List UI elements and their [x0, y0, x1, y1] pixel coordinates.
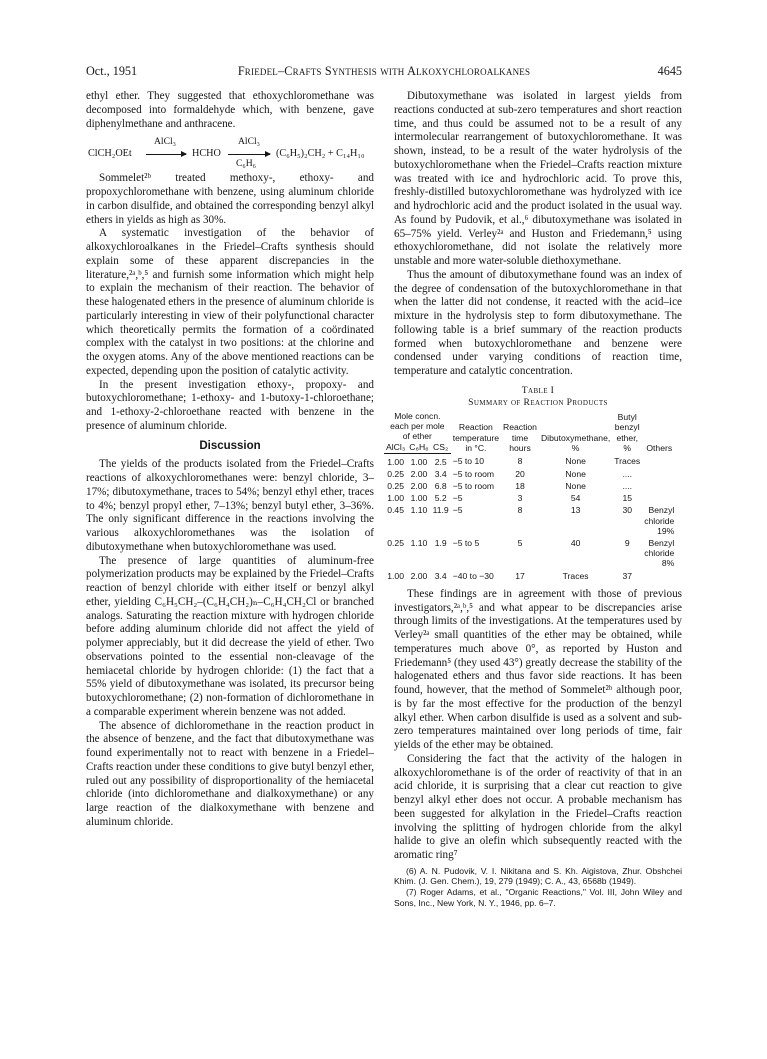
table-cell: 20 [515, 468, 525, 479]
table-cell: 3.4 [434, 570, 447, 581]
table-cell: 11.9 [432, 505, 449, 516]
table-cell [642, 453, 676, 468]
table-cell [642, 492, 676, 504]
column-header-alcl3: AlCl₃ [386, 442, 406, 453]
table-cell: 1.00 [387, 570, 404, 581]
table-cell: 15 [622, 493, 632, 504]
table-cell: 2.00 [410, 468, 428, 479]
table-cell: 8 [517, 456, 523, 467]
paragraph: Sommelet²ᵇ treated methoxy-, ethoxy- and propoxychloromethane with benzene, using aluminum chloride in carbon disulfide, and obtained the corresponding benzyl alkyl ethers in yields as high as 30%. [86, 172, 374, 226]
paragraph: Dibutoxymethane was isolated in largest yields from reactions conducted at sub-zero temperatures and short reaction time, and thus could be assumed not to be a result of any intermolecular rearrangement of butoxychloromethane. It was shown, instead, to be a result of the water hydrolysis of the butoxychloromethane when the Friedel–Crafts reaction mixture was treated with ice and hydrochloric acid. To prove this, freshly-distilled butoxychloromethane was hydrolyzed with ice and hydrochloric acid and the product isolated in the usual way. As found by Pudovik, et al.,⁶ dibutoxymethane was isolated in 65–75% yield. Verley²ᵃ and Huston and Friedemann,⁵ using ethoxychloromethane, did not isolate the relatively more unstable and more water-soluble diethoxymethane. [394, 90, 682, 267]
table-cell: 5.2 [434, 493, 447, 504]
running-header [86, 63, 682, 79]
column-group-header: Mole concn. each per mole of ether [390, 410, 445, 442]
footnote-7: (7) Roger Adams, et al., "Organic Reactions," Vol. III, John Wiley and Sons, Inc., New York, N. Y., 1946, pp. 6–7. [394, 886, 682, 908]
table-cell: 0.25 [387, 480, 404, 491]
paragraph: Thus the amount of dibutoxymethane found was an index of the degree of condensation of the butoxychloromethane in that when the latter did not condense, it reacted with the acid–ice mixture in the hydrolysis step to form dibutoxymethane. The following table is a brief summary of the reaction products formed when butoxychloromethane and benzene were condensed under varying conditions of reaction time, temperature and catalytic concentration. [394, 268, 682, 377]
table-cell: Benzyl chloride 8% [644, 537, 675, 569]
equation-intermediate: HCHO [192, 148, 221, 160]
column-header-c6h6: C₆H₆ [409, 442, 429, 453]
table-row [384, 537, 676, 570]
table-cell: 2.5 [434, 456, 447, 467]
reaction-products-table [384, 411, 676, 582]
table-cell: None [565, 468, 586, 479]
page-number: 4645 [657, 64, 682, 78]
paragraph: ethyl ether. They suggested that ethoxychloromethane was decomposed into formaldehyde which, with benzene, gave diphenylmethane and anthracene. [86, 90, 374, 130]
table-cell: 13 [570, 505, 581, 516]
table-block [386, 384, 682, 582]
table-cell [642, 468, 676, 480]
table-cell [642, 570, 676, 582]
column-header-butyl-benzyl-ether: Butyl benzyl ether, % [614, 412, 640, 453]
table-cell: 1.9 [434, 537, 447, 548]
table-cell: 1.00 [387, 456, 404, 467]
table-cell: 1.10 [410, 505, 428, 516]
table-cell: 3 [517, 493, 523, 504]
table-cell: 54 [570, 493, 581, 504]
paragraph: The yields of the products isolated from the Friedel–Crafts reactions of alkoxychloromethanes were: benzyl chloride, 3–17%; dibutoxymethane, traces to 54%; benzyl ethyl ether, traces to 4%; benzyl propyl ether, 7–13%; benzyl butyl ether, 3–36%. The only significant difference in the reactions involving the various alkoxychloromethanes was the isolation of dibutoxymethane when butoxychloromethane was used. [86, 458, 374, 553]
table-cell: 3.4 [434, 468, 447, 479]
footnote-6: (6) A. N. Pudovik, V. I. Nikitana and S. Kh. Aigistova, Zhur. Obshchei Khim. (J. Gen. Chem.), 19, 279 (1949); C. A., 43, 6568b (1949). [394, 865, 682, 887]
column-header-dibutoxymethane: Dibutoxymethane, % [540, 432, 611, 453]
equation-catalyst-2: AlCl₃ [238, 136, 261, 148]
paragraph: In the present investigation ethoxy-, propoxy- and butoxychloromethane; 1-ethoxy- and 1-butoxy-1-chloroethane; and 1-ethoxy-2-chloroethane reacted with benzene in the presence of aluminum chloride. [86, 378, 374, 432]
table-cell: 0.25 [387, 468, 404, 479]
table-cell: 18 [515, 480, 525, 491]
reaction-equation [86, 132, 374, 170]
table-cell: 1.10 [410, 537, 428, 548]
table-cell: 1.00 [387, 493, 404, 504]
column-header-time: Reaction time hours [503, 422, 537, 453]
equation-reactant: ClCH₂OEt [88, 148, 132, 160]
table-cell: 2.00 [410, 570, 428, 581]
table-cell: Benzyl chloride 19% [644, 505, 675, 536]
table-row [384, 504, 676, 537]
table-row [384, 453, 676, 468]
column-header-temperature: Reaction temperature in °C. [452, 422, 500, 453]
table-body [384, 453, 676, 582]
paragraph: The presence of large quantities of aluminum-free polymerization products may be explained by the Friedel–Crafts reaction of benzyl chloride with either itself or benzyl alkyl ether, yielding C₆H₅CH₂–(C₆H₄CH₂)ₙ–C₆H₄CH₂Cl or branched analogs. Saturating the reaction mixture with hydrogen chloride before adding aluminum chloride did not affect the yield of polymer appreciably, but it did decrease the yield of ether. Two observations pointed to the essential non-cleavage of the hemiacetal chloride by hydrogen chloride: (1) the fact that a 55% yield of dibutoxymethane was isolated, its precursor being butoxychloromethane; (2) non-formation of dichloromethane in a comparable experiment wherein benzene was not added. [86, 554, 374, 718]
table-row [384, 492, 676, 504]
equation-reagent-below: C₆H₆ [236, 158, 257, 170]
table-cell: 8 [517, 505, 523, 516]
table-cell: 2.00 [410, 480, 428, 491]
table-cell: None [565, 456, 586, 467]
right-column [386, 90, 682, 908]
table-cell: 5 [517, 537, 523, 548]
table-cell: 40 [570, 537, 581, 548]
footnotes [394, 866, 682, 908]
header-title: Friedel–Crafts Synthesis with Alkoxychloroalkanes [237, 64, 531, 78]
table-cell: −5 [452, 493, 463, 504]
table-cell: −5 [452, 505, 463, 516]
table-cell: 17 [515, 570, 525, 581]
table-cell: Traces [614, 456, 641, 467]
table-row [384, 480, 676, 492]
table-cell: Traces [562, 570, 589, 581]
column-header-others: Others [646, 442, 673, 453]
table-cell: −5 to room [452, 468, 495, 479]
equation-catalyst-1: AlCl₃ [154, 136, 177, 148]
table-cell: 1.00 [410, 493, 428, 504]
paragraph: A systematic investigation of the behavior of alkoxychloroalkanes in the Friedel–Crafts synthesis should explain some of these apparent discrepancies in the literature,²ᵃ,ᵇ,⁵ and furnish some information which might help to explain the mechanism of their reaction. The behavior of these halogenated ethers in the presence of aluminum chloride is particularly interesting in view of their polyfunctional character which theoretically permits the formation of a coördinated complex with the catalyst in two positions: at the chlorine and the oxygen atoms. Any of the above mentioned reactions can be expected, depending upon the position of catalytic activity. [86, 227, 375, 377]
reaction-arrow-2 [228, 154, 270, 155]
left-column [86, 90, 374, 830]
table-cell: −5 to room [452, 480, 495, 491]
table-title: Table I [521, 384, 555, 396]
header-date: Oct., 1951 [86, 64, 138, 78]
table-cell: 0.25 [387, 537, 404, 548]
table-cell: 9 [624, 537, 630, 548]
section-heading: Discussion [199, 439, 261, 452]
table-cell: 1.00 [410, 456, 428, 467]
table-cell: −5 to 10 [452, 456, 485, 467]
table-cell: .... [622, 468, 632, 479]
column-header-cs2: CS₂ [431, 442, 451, 453]
paragraph: These findings are in agreement with those of previous investigators,²ᵃ,ᵇ,⁵ and what appear to be discrepancies arise through limits of the investigations. At the temperatures used by Verley²ᵃ small quantities of the ether may be obtained, while temperatures much above 0°, as reported by Huston and Friedemann⁵ (they used 43°) greatly decrease the stability of the halogenated ethers and thus favor side reactions. It has been found, however, that the method of Sommelet²ᵇ although poor, is by far the most effective for the production of the benzyl alkyl ether. When carbon disulfide is used as a solvent and sub-zero temperatures maintained over long periods of time, fair yields of the ether may be obtained. [394, 587, 682, 752]
table-cell: 6.8 [434, 480, 447, 491]
table-cell: .... [622, 480, 632, 491]
table-cell: None [565, 480, 586, 491]
paragraph: Considering the fact that the activity of the halogen in alkoxychloromethane is of the order of reactivity of that in an acid chloride, it is surprising that a clear cut reaction to give benzyl alkyl ether does not occur. A probable mechanism has been suggested for alkylation in the Friedel–Crafts reaction involving the splitting of hydrogen chloride from the alkyl halide to give an olefin which subsequently reacted with the aromatic ring⁷ [394, 752, 682, 862]
table-subtitle: Summary of Reaction Products [468, 396, 608, 408]
equation-products: (C₆H₅)₂CH₂ + C₁₄H₁₀ [276, 148, 365, 160]
table-cell: −40 to −30 [452, 570, 494, 581]
table-cell [642, 480, 676, 492]
table-cell: 37 [622, 570, 632, 581]
reaction-arrow-1 [146, 154, 186, 155]
table-row [384, 468, 676, 480]
table-cell: 0.45 [387, 505, 404, 516]
paragraph: The absence of dichloromethane in the reaction product in the absence of benzene, and the fact that dibutoxymethane was found experimentally not to react with benzene in a Friedel–Crafts reaction under these conditions to give butyl benzyl ether, ruled out any possibility of disproportionality of the hemiacetal chloride (into dichloromethane and dialkoxymethane) or any large reaction of the dialkoxymethane with benzene and aluminum chloride. [86, 719, 374, 828]
table-row [384, 570, 676, 582]
table-cell: −5 to 5 [452, 537, 480, 548]
table-cell: 30 [622, 505, 632, 516]
